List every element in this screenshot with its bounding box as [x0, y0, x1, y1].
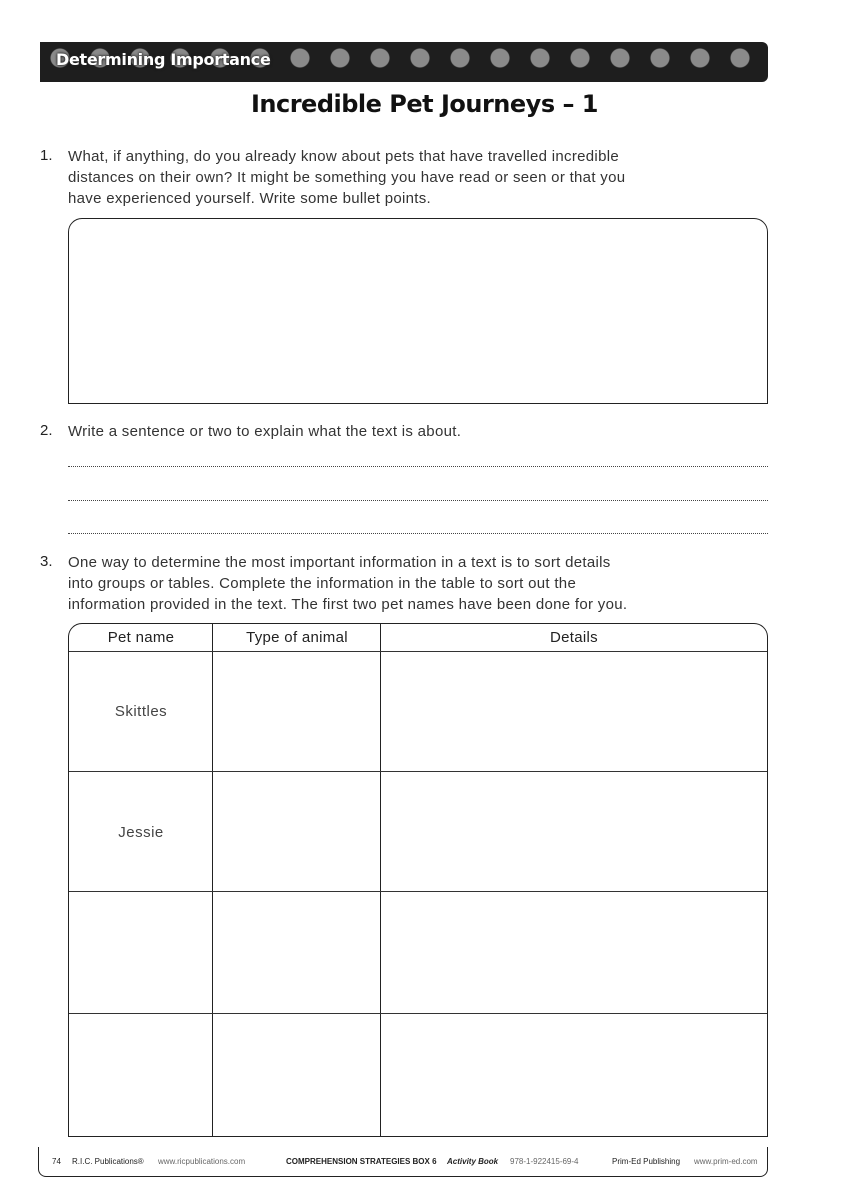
- footer-copublisher: Prim-Ed Publishing: [612, 1157, 681, 1166]
- column-header-pet-name: Pet name: [107, 629, 175, 646]
- footer-series: COMPREHENSION STRATEGIES BOX 6: [286, 1157, 437, 1166]
- question-2-line: Write a sentence or two to explain what the text is about.: [68, 423, 462, 440]
- question-2-number: 2.: [40, 422, 53, 439]
- question-1-line: What, if anything, do you already know about pets that have travelled incredible: [68, 148, 619, 165]
- footer-publisher: R.I.C. Publications®: [72, 1157, 144, 1166]
- question-3-line: into groups or tables. Complete the information in the table to sort out the: [68, 575, 577, 592]
- answer-line[interactable]: [68, 466, 768, 467]
- pet-name-cell: Skittles: [114, 703, 168, 720]
- question-3-line: One way to determine the most important information in a text is to sort details: [68, 554, 611, 571]
- question-3-line: information provided in the text. The first two pet names have been done for you.: [68, 596, 628, 613]
- footer-isbn: 978-1-922415-69-4: [510, 1157, 579, 1166]
- footer-publisher-url: www.ricpublications.com: [158, 1157, 246, 1166]
- header-divider: [69, 651, 767, 652]
- row-divider: [69, 1013, 767, 1014]
- question-1-answer-box[interactable]: [68, 218, 768, 404]
- row-divider: [69, 771, 767, 772]
- footer-page-number: 74: [52, 1157, 61, 1166]
- pet-journeys-table: [68, 623, 768, 1137]
- question-1-number: 1.: [40, 147, 53, 164]
- question-3-text: [68, 552, 768, 615]
- page-title: Incredible Pet Journeys – 1: [250, 90, 599, 118]
- question-3-number: 3.: [40, 553, 53, 570]
- column-divider: [380, 624, 381, 1136]
- answer-line[interactable]: [68, 500, 768, 501]
- question-1-text: [68, 146, 768, 209]
- question-1-line: distances on their own? It might be something you have read or seen or that you: [68, 169, 626, 186]
- question-2-text: [68, 421, 768, 442]
- column-header-type-of-animal: Type of animal: [246, 629, 348, 646]
- question-1-line: have experienced yourself. Write some bullet points.: [68, 190, 432, 207]
- row-divider: [69, 891, 767, 892]
- section-label: Determining Importance: [56, 50, 271, 69]
- footer-copublisher-url: www.prim-ed.com: [694, 1157, 758, 1166]
- footer-book: Activity Book: [447, 1157, 499, 1166]
- column-header-details: Details: [550, 629, 598, 646]
- pet-name-cell: Jessie: [118, 824, 164, 841]
- column-divider: [212, 624, 213, 1136]
- answer-line[interactable]: [68, 533, 768, 534]
